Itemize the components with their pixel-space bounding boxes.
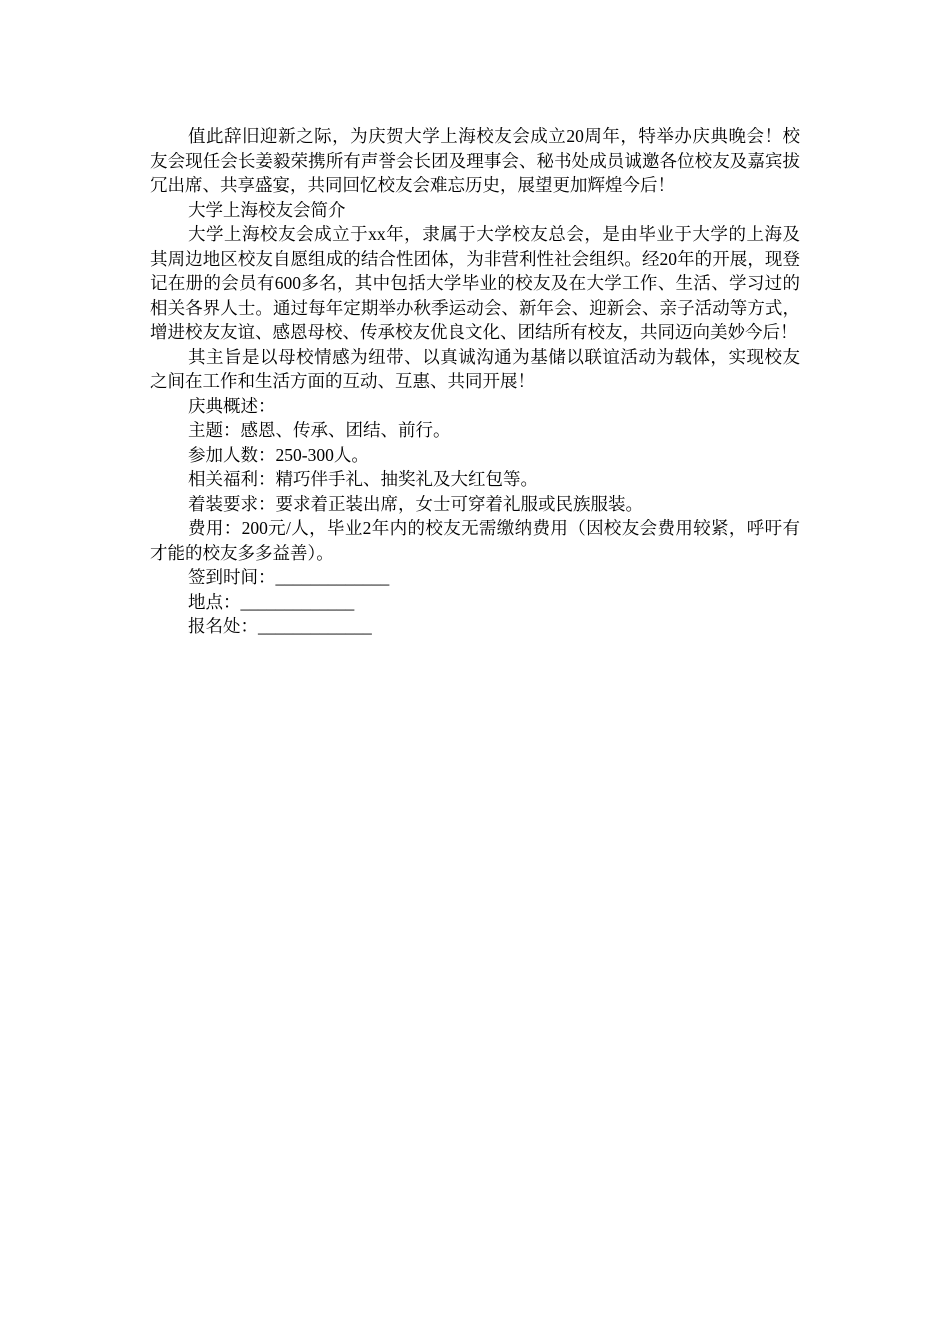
purpose-paragraph: 其主旨是以母校情感为纽带、以真诚沟通为基储以联谊活动为载体，实现校友之间在工作和生活方面的互动、互惠、共同开展！ [150,346,800,391]
attendance-line: 参加人数：250-300人。 [188,444,369,465]
location-line: 地点：_____________ [188,591,355,612]
intro-paragraph: 值此辞旧迎新之际，为庆贺大学上海校友会成立20周年，特举办庆典晚会！校友会现任会长姜毅荣携所有声誉会长团及理事会、秘书处成员诚邀各位校友及嘉宾拔冗出席、共享盛宴，共同回忆校友会难忘历史，展望更加辉煌今后！ [150,126,800,195]
check-in-time-line: 签到时间：_____________ [188,567,390,587]
section-heading-introduction: 大学上海校友会简介 [188,199,346,220]
document-body [150,124,800,639]
section-heading-overview: 庆典概述： [188,395,276,416]
benefits-line: 相关福利：精巧伴手礼、抽奖礼及大红包等。 [188,469,538,489]
dress-code-line: 着装要求：要求着正装出席，女士可穿着礼服或民族服装。 [188,493,643,514]
registration-line: 报名处：_____________ [188,616,372,636]
theme-line: 主题：感恩、传承、团结、前行。 [188,420,451,440]
fee-line: 费用：200元/人，毕业2年内的校友无需缴纳费用（因校友会费用较紧，呼吁有才能的校友多多益善）。 [150,518,800,563]
association-description-paragraph: 大学上海校友会成立于xx年，隶属于大学校友总会，是由毕业于大学的上海及其周边地区校友自愿组成的结合性团体，为非营利性社会组织。经20年的开展，现登记在册的会员有600多名，其中包括大学毕业的校友及在大学工作、生活、学习过的相关各界人士。通过每年定期举办秋季运动会、新年会、迎新会、亲子活动等方式，增进校友友谊、感恩母校、传承校友优良文化、团结所有校友，共同迈向美妙今后！ [150,224,800,342]
